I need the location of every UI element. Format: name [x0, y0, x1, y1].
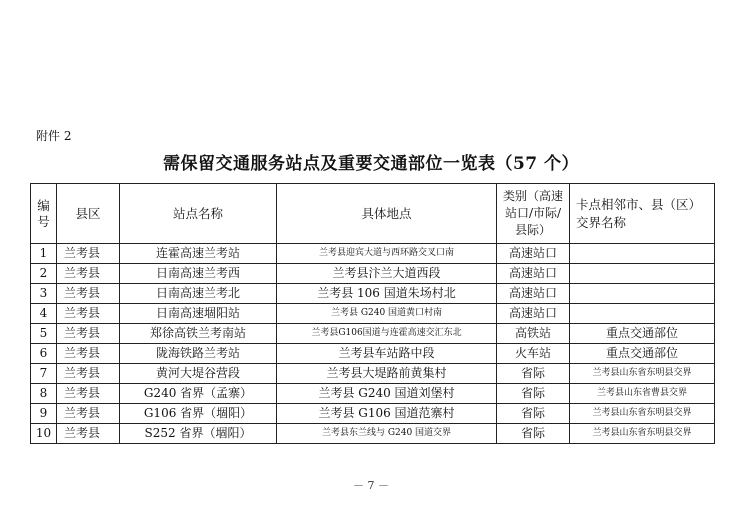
header-num [31, 184, 57, 244]
header-border: 卡点相邻市、县（区）交界名称 [570, 184, 715, 244]
cell-address: 兰考县 G240 国道黄口村南 [277, 304, 497, 324]
cell-address: 兰考县东兰线与 G240 国道交界 [277, 424, 497, 444]
header-site-name: 站点名称 [120, 184, 277, 244]
cell-category: 火车站 [497, 344, 570, 364]
cell-site-name: 日南高速堌阳站 [120, 304, 277, 324]
cell-category: 省际 [497, 404, 570, 424]
table-row [31, 384, 715, 404]
cell-county: 兰考县 [57, 364, 120, 384]
cell-site-name: 日南高速兰考西 [120, 264, 277, 284]
cell-address: 兰考县汴兰大道西段 [277, 264, 497, 284]
header-county: 县区 [57, 184, 120, 244]
cell-address: 兰考县车站路中段 [277, 344, 497, 364]
cell-county: 兰考县 [57, 304, 120, 324]
cell-category: 高铁站 [497, 324, 570, 344]
cell-border [570, 244, 715, 264]
cell-county: 兰考县 [57, 424, 120, 444]
cell-site-name: 黄河大堤谷营段 [120, 364, 277, 384]
cell-county: 兰考县 [57, 284, 120, 304]
table-header-row [31, 184, 715, 244]
document-title: 需保留交通服务站点及重要交通部位一览表（57 个） [162, 154, 580, 174]
stations-table [30, 183, 715, 444]
cell-border [570, 264, 715, 284]
cell-category: 高速站口 [497, 304, 570, 324]
cell-num: 6 [31, 344, 57, 364]
cell-site-name: S252 省界（堌阳） [120, 424, 277, 444]
cell-num: 7 [31, 364, 57, 384]
cell-border [570, 284, 715, 304]
cell-category: 高速站口 [497, 244, 570, 264]
cell-address: 兰考县大堤路前黄集村 [277, 364, 497, 384]
cell-border: 兰考县山东省东明县交界 [570, 404, 715, 424]
cell-num: 1 [31, 244, 57, 264]
table-body [31, 244, 715, 444]
header-category: 类别（高速站口/市际/县际） [497, 184, 570, 244]
cell-site-name: 日南高速兰考北 [120, 284, 277, 304]
cell-border: 兰考县山东省曹县交界 [570, 384, 715, 404]
header-address: 具体地点 [277, 184, 497, 244]
cell-border [570, 304, 715, 324]
cell-address: 兰考县迎宾大道与西环路交叉口南 [277, 244, 497, 264]
cell-border: 兰考县山东省东明县交界 [570, 424, 715, 444]
cell-site-name: 连霍高速兰考站 [120, 244, 277, 264]
cell-site-name: 郑徐高铁兰考南站 [120, 324, 277, 344]
attachment-label: 附件 2 [36, 129, 72, 143]
header-num-text: 编 号 [37, 197, 50, 229]
cell-category: 高速站口 [497, 284, 570, 304]
cell-county: 兰考县 [57, 264, 120, 284]
cell-num: 9 [31, 404, 57, 424]
cell-site-name: G106 省界（堌阳） [120, 404, 277, 424]
table-row [31, 404, 715, 424]
cell-site-name: G240 省界（孟寨） [120, 384, 277, 404]
cell-address: 兰考县 106 国道朱场村北 [277, 284, 497, 304]
cell-address: 兰考县G106国道与连霍高速交汇东北 [277, 324, 497, 344]
cell-address: 兰考县 G106 国道范寨村 [277, 404, 497, 424]
cell-county: 兰考县 [57, 344, 120, 364]
cell-county: 兰考县 [57, 384, 120, 404]
cell-site-name: 陇海铁路兰考站 [120, 344, 277, 364]
table-row [31, 324, 715, 344]
cell-category: 省际 [497, 364, 570, 384]
cell-num: 2 [31, 264, 57, 284]
page-number: － 7 － [353, 479, 389, 492]
table-row [31, 344, 715, 364]
cell-county: 兰考县 [57, 324, 120, 344]
cell-category: 省际 [497, 424, 570, 444]
table-row [31, 304, 715, 324]
cell-num: 5 [31, 324, 57, 344]
cell-border: 兰考县山东省东明县交界 [570, 364, 715, 384]
cell-county: 兰考县 [57, 404, 120, 424]
cell-address: 兰考县 G240 国道刘堡村 [277, 384, 497, 404]
cell-category: 省际 [497, 384, 570, 404]
cell-num: 4 [31, 304, 57, 324]
cell-num: 10 [31, 424, 57, 444]
table-row [31, 244, 715, 264]
cell-num: 8 [31, 384, 57, 404]
table-row [31, 264, 715, 284]
table-row [31, 284, 715, 304]
cell-num: 3 [31, 284, 57, 304]
cell-county: 兰考县 [57, 244, 120, 264]
cell-border: 重点交通部位 [570, 324, 715, 344]
table-row [31, 424, 715, 444]
cell-category: 高速站口 [497, 264, 570, 284]
cell-border: 重点交通部位 [570, 344, 715, 364]
table-row [31, 364, 715, 384]
